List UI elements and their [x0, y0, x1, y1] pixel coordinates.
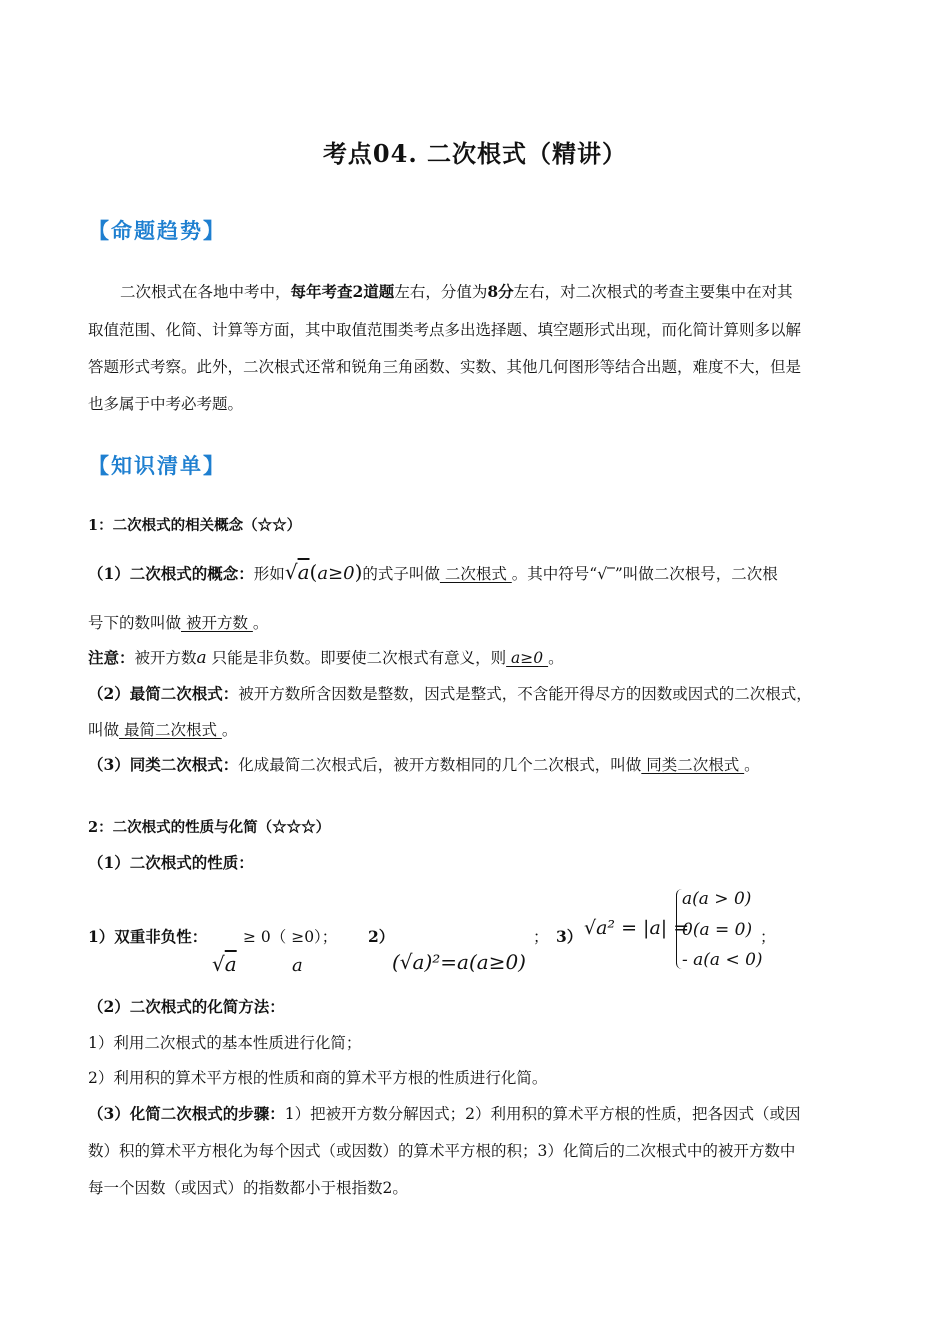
prop1-a: a [292, 955, 303, 976]
prop1-sqrt-a: √a [212, 952, 237, 976]
k2-method-1: 1）利用二次根式的基本性质进行化简； [88, 1034, 362, 1052]
k2-steps-line-1: （3）化简二次根式的步骤：1）把被开方数分解因式；2）利用积的算术平方根的性质，把各因式（或因 [88, 1104, 801, 1123]
trend-line-2: 取值范围、化简、计算等方面，其中取值范围类考点多出选择题、填空题形式出现，而化简计算则多以解 [88, 321, 802, 339]
section-header-knowledge: 【知识清单】 [88, 454, 226, 478]
sqrt-symbol: √ [284, 560, 298, 584]
prop3-case-negative: - a(a < 0) [682, 950, 763, 970]
prop3-end: ； [760, 928, 776, 946]
k1-similar-radicals: （3）同类二次根式：化成最简二次根式后，被开方数相同的几个二次根式，叫做 同类二次根式 。 [88, 755, 760, 774]
k2-method-2: 2）利用积的算术平方根的性质和商的算术平方根的性质进行化简。 [88, 1069, 548, 1087]
k1-simplest-line-1: （2）最简二次根式：被开方数所含因数是整数，因式是整式，不含能开得尽方的因数或因式的二次根式， [88, 684, 812, 703]
k2-methods-label: （2）二次根式的化简方法： [88, 997, 285, 1016]
k2-steps-line-3: 每一个因数（或因式）的指数都小于根指数2。 [88, 1179, 408, 1197]
page-title: 考点04. 二次根式（精讲） [322, 139, 628, 168]
prop2-separator: ； [533, 928, 549, 946]
trend-line-4: 也多属于中考必考题。 [88, 395, 244, 413]
trend-line-3: 答题形式考察。此外，二次根式还常和锐角三角函数、实数、其他几何图形等结合出题，难度不大，但是 [88, 358, 802, 376]
k2-heading: 2：二次根式的性质与化简（☆☆☆） [88, 819, 331, 836]
prop3-lhs: √a² = |a| = [584, 917, 690, 939]
prop3-case-zero: 0(a = 0) [682, 920, 753, 940]
trend-line-1: 二次根式在各地中考中，每年考查2道题左右，分值为8分左右，对二次根式的考查主要集中在对其 [120, 282, 793, 301]
k1-simplest-line-2: 叫做 最简二次根式 。 [88, 721, 238, 739]
k1-heading: 1：二次根式的相关概念（☆☆） [88, 517, 302, 534]
k1-note: 注意：被开方数a 只能是非负数。即要使二次根式有意义，则 a≥0 。 [88, 648, 564, 668]
prop1-label: 1）双重非负性： [88, 927, 208, 946]
k1-concept-line-2: 号下的数叫做 被开方数 。 [88, 614, 269, 632]
k2-properties-label: （1）二次根式的性质： [88, 853, 254, 872]
section-header-trend: 【命题趋势】 [88, 219, 226, 243]
k1-concept-line-1: （1）二次根式的概念：形如√a(a≥0)的式子叫做 二次根式 。其中符号“√‾”叫做二次根号，二次根 [88, 560, 778, 584]
prop3-label: 3） [556, 927, 583, 946]
prop2-label: 2） [368, 927, 395, 946]
radical-sign-icon: √‾ [597, 565, 615, 583]
k2-steps-line-2: 数）积的算术平方根化为每个因式（或因数）的算术平方根的积；3）化简后的二次根式中的被开方数中 [88, 1142, 796, 1160]
prop2-expr: (√a)²=a(a≥0) [392, 950, 526, 974]
prop3-case-positive: a(a > 0) [682, 889, 752, 909]
prop1-text: ≥ 0（ ≥0）； [243, 928, 338, 946]
